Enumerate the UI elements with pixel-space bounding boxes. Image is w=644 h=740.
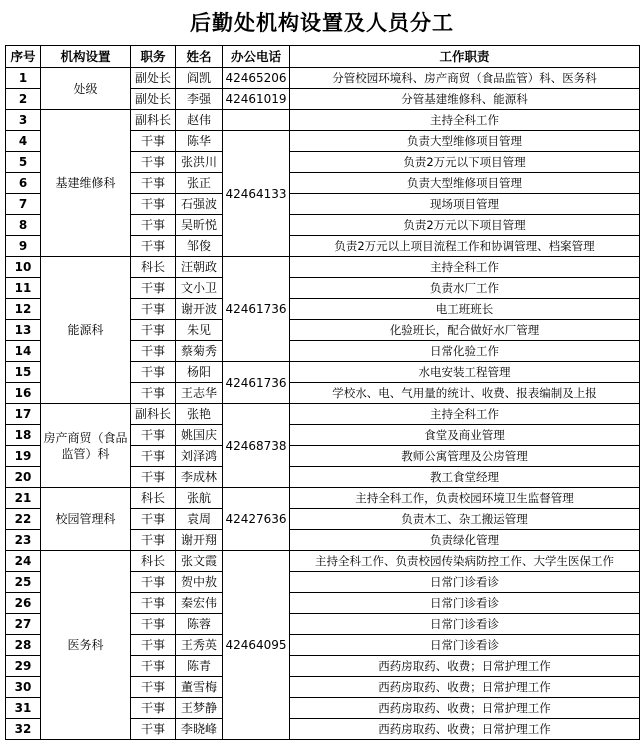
row-number: 2: [6, 89, 41, 110]
position-cell: 干事: [131, 131, 176, 152]
duty-cell: 负责绿化管理: [290, 530, 640, 551]
row-number: 12: [6, 299, 41, 320]
position-cell: 副科长: [131, 404, 176, 425]
duty-cell: 化验班长，配合做好水厂管理: [290, 320, 640, 341]
row-number: 3: [6, 110, 41, 131]
phone-cell: 42465206: [223, 68, 290, 89]
staff-table: [5, 45, 640, 740]
duty-cell: 西药房取药、收费；日常护理工作: [290, 698, 640, 719]
phone-cell: 42464095: [223, 551, 290, 740]
header-position: 职务: [131, 46, 176, 68]
header-name: 姓名: [176, 46, 223, 68]
name-cell: 杨阳: [176, 362, 223, 383]
duty-cell: 主持全科工作: [290, 257, 640, 278]
row-number: 23: [6, 530, 41, 551]
row-number: 28: [6, 635, 41, 656]
duty-cell: 负责大型维修项目管理: [290, 131, 640, 152]
duty-cell: 食堂及商业管理: [290, 425, 640, 446]
name-cell: 谢开波: [176, 299, 223, 320]
duty-cell: 日常门诊看诊: [290, 593, 640, 614]
duty-cell: 日常门诊看诊: [290, 572, 640, 593]
duty-cell: 现场项目管理: [290, 194, 640, 215]
name-cell: 蔡菊秀: [176, 341, 223, 362]
position-cell: 干事: [131, 383, 176, 404]
name-cell: 王梦静: [176, 698, 223, 719]
row-number: 5: [6, 152, 41, 173]
duty-cell: 日常门诊看诊: [290, 635, 640, 656]
row-number: 18: [6, 425, 41, 446]
phone-cell: 42464133: [223, 131, 290, 257]
position-cell: 干事: [131, 362, 176, 383]
row-number: 17: [6, 404, 41, 425]
position-cell: 科长: [131, 488, 176, 509]
duty-cell: 西药房取药、收费；日常护理工作: [290, 677, 640, 698]
position-cell: 干事: [131, 698, 176, 719]
name-cell: 文小卫: [176, 278, 223, 299]
row-number: 19: [6, 446, 41, 467]
name-cell: 张航: [176, 488, 223, 509]
table-row: [6, 551, 640, 572]
row-number: 31: [6, 698, 41, 719]
duty-cell: 主持全科工作: [290, 404, 640, 425]
header-no: 序号: [6, 46, 41, 68]
position-cell: 干事: [131, 530, 176, 551]
name-cell: 吴昕悦: [176, 215, 223, 236]
dept-cell: 能源科: [41, 257, 131, 404]
position-cell: 科长: [131, 551, 176, 572]
row-number: 27: [6, 614, 41, 635]
page-title: 后勤处机构设置及人员分工: [190, 11, 454, 35]
position-cell: 副处长: [131, 89, 176, 110]
row-number: 7: [6, 194, 41, 215]
name-cell: 贺中敖: [176, 572, 223, 593]
table-row: [6, 110, 640, 131]
duty-cell: 西药房取药、收费；日常护理工作: [290, 656, 640, 677]
dept-cell: 医务科: [41, 551, 131, 740]
row-number: 13: [6, 320, 41, 341]
row-number: 30: [6, 677, 41, 698]
duty-cell: 分管校园环境科、房产商贸（食品监管）科、医务科: [290, 68, 640, 89]
row-number: 4: [6, 131, 41, 152]
dept-cell: 房产商贸（食品监管）科: [41, 404, 131, 488]
name-cell: 石强波: [176, 194, 223, 215]
name-cell: 赵伟: [176, 110, 223, 131]
row-number: 20: [6, 467, 41, 488]
header-duty: 工作职责: [290, 46, 640, 68]
row-number: 22: [6, 509, 41, 530]
duty-cell: 负责2万元以下项目管理: [290, 215, 640, 236]
duty-cell: 分管基建维修科、能源科: [290, 89, 640, 110]
position-cell: 干事: [131, 173, 176, 194]
duty-cell: 负责大型维修项目管理: [290, 173, 640, 194]
name-cell: 邹俊: [176, 236, 223, 257]
row-number: 14: [6, 341, 41, 362]
position-cell: 干事: [131, 656, 176, 677]
dept-cell: 校园管理科: [41, 488, 131, 551]
phone-cell: 42468738: [223, 404, 290, 488]
table-row: [6, 257, 640, 278]
row-number: 24: [6, 551, 41, 572]
duty-cell: 水电安装工程管理: [290, 362, 640, 383]
name-cell: 张文霞: [176, 551, 223, 572]
position-cell: 干事: [131, 194, 176, 215]
phone-cell: [223, 110, 290, 131]
header-phone: 办公电话: [223, 46, 290, 68]
phone-cell: 42461736: [223, 362, 290, 404]
position-cell: 干事: [131, 152, 176, 173]
position-cell: 干事: [131, 278, 176, 299]
name-cell: 汪朝政: [176, 257, 223, 278]
row-number: 15: [6, 362, 41, 383]
name-cell: 张洪川: [176, 152, 223, 173]
position-cell: 干事: [131, 467, 176, 488]
position-cell: 干事: [131, 719, 176, 740]
name-cell: 张正: [176, 173, 223, 194]
row-number: 8: [6, 215, 41, 236]
position-cell: 干事: [131, 215, 176, 236]
row-number: 16: [6, 383, 41, 404]
row-number: 9: [6, 236, 41, 257]
row-number: 29: [6, 656, 41, 677]
row-number: 25: [6, 572, 41, 593]
position-cell: 干事: [131, 572, 176, 593]
name-cell: 陈华: [176, 131, 223, 152]
position-cell: 副处长: [131, 68, 176, 89]
header-org: 机构设置: [41, 46, 131, 68]
table-row: [6, 68, 640, 89]
duty-cell: 教师公寓管理及公房管理: [290, 446, 640, 467]
name-cell: 李晓峰: [176, 719, 223, 740]
duty-cell: 电工班班长: [290, 299, 640, 320]
duty-cell: 日常化验工作: [290, 341, 640, 362]
duty-cell: 主持全科工作: [290, 110, 640, 131]
position-cell: 科长: [131, 257, 176, 278]
position-cell: 干事: [131, 614, 176, 635]
position-cell: 干事: [131, 593, 176, 614]
name-cell: 王秀英: [176, 635, 223, 656]
row-number: 26: [6, 593, 41, 614]
duty-cell: 教工食堂经理: [290, 467, 640, 488]
row-number: 11: [6, 278, 41, 299]
duty-cell: 负责2万元以下项目管理: [290, 152, 640, 173]
duty-cell: 日常门诊看诊: [290, 614, 640, 635]
position-cell: 干事: [131, 509, 176, 530]
name-cell: 姚国庆: [176, 425, 223, 446]
row-number: 21: [6, 488, 41, 509]
phone-cell: 42461736: [223, 257, 290, 362]
position-cell: 干事: [131, 236, 176, 257]
duty-cell: 学校水、电、气用量的统计、收费、报表编制及上报: [290, 383, 640, 404]
dept-cell: 处级: [41, 68, 131, 110]
name-cell: 刘泽鸿: [176, 446, 223, 467]
name-cell: 董雪梅: [176, 677, 223, 698]
name-cell: 李成林: [176, 467, 223, 488]
duty-cell: 负责木工、杂工搬运管理: [290, 509, 640, 530]
position-cell: 干事: [131, 299, 176, 320]
table-row: [6, 404, 640, 425]
position-cell: 干事: [131, 341, 176, 362]
name-cell: 谢开翔: [176, 530, 223, 551]
name-cell: 李强: [176, 89, 223, 110]
name-cell: 陈青: [176, 656, 223, 677]
name-cell: 袁周: [176, 509, 223, 530]
position-cell: 干事: [131, 635, 176, 656]
phone-cell: 42461019: [223, 89, 290, 110]
name-cell: 秦宏伟: [176, 593, 223, 614]
duty-cell: 主持全科工作、负责校园传染病防控工作、大学生医保工作: [290, 551, 640, 572]
table-row: [6, 488, 640, 509]
row-number: 6: [6, 173, 41, 194]
position-cell: 干事: [131, 425, 176, 446]
phone-cell: 42427636: [223, 488, 290, 551]
position-cell: 干事: [131, 677, 176, 698]
duty-cell: 负责2万元以上项目流程工作和协调管理、档案管理: [290, 236, 640, 257]
name-cell: 朱见: [176, 320, 223, 341]
name-cell: 阎凯: [176, 68, 223, 89]
row-number: 10: [6, 257, 41, 278]
dept-cell: 基建维修科: [41, 110, 131, 257]
row-number: 1: [6, 68, 41, 89]
position-cell: 干事: [131, 320, 176, 341]
duty-cell: 负责水厂工作: [290, 278, 640, 299]
row-number: 32: [6, 719, 41, 740]
table-header-row: [6, 46, 640, 68]
name-cell: 王志华: [176, 383, 223, 404]
name-cell: 陈蓉: [176, 614, 223, 635]
duty-cell: 西药房取药、收费；日常护理工作: [290, 719, 640, 740]
position-cell: 干事: [131, 446, 176, 467]
name-cell: 张艳: [176, 404, 223, 425]
position-cell: 副科长: [131, 110, 176, 131]
duty-cell: 主持全科工作，负责校园环境卫生监督管理: [290, 488, 640, 509]
